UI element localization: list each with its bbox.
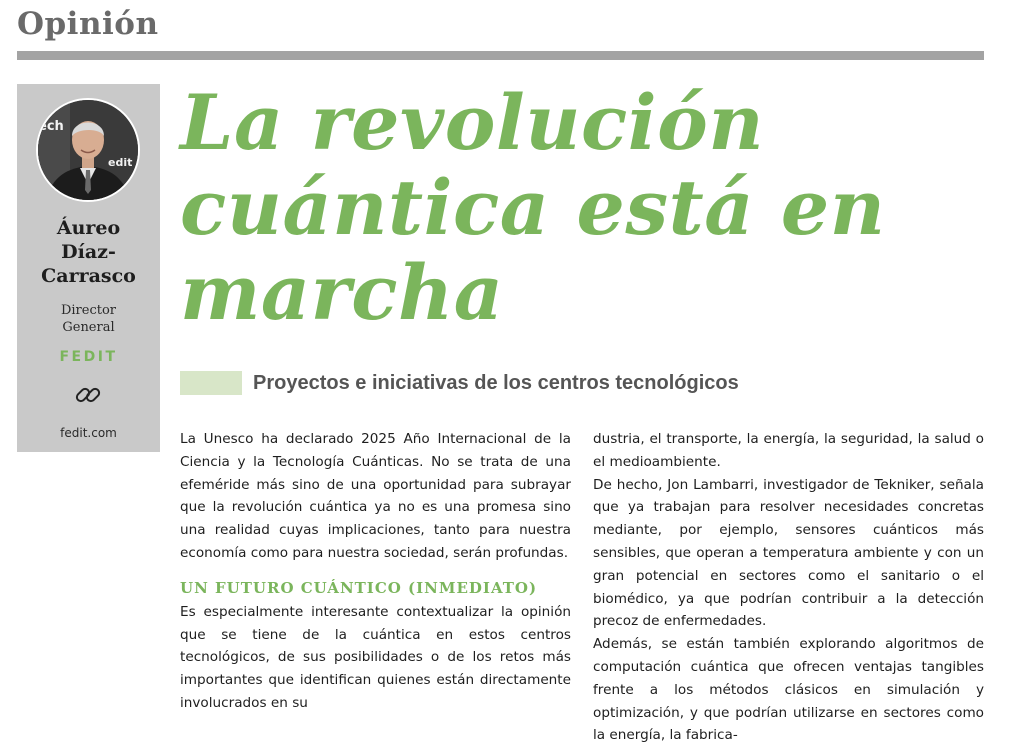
author-photo-drawing	[38, 100, 138, 200]
website-link[interactable]: fedit.com	[60, 426, 117, 440]
body-paragraph: La Unesco ha declarado 2025 Año Internacional de la Ciencia y la Tecnología Cuánticas. No se trata de una efeméride más sino de una oportunidad para subrayar que la revolución cuántica ya no es una promesa sino una realidad cuyas implicaciones, tanto para nuestra economía como para nuestra sociedad, serán profundas.	[180, 431, 571, 561]
headline-line: marcha	[180, 248, 504, 337]
body-paragraph: dustria, el transporte, la energía, la seguridad, la salud o el medioambiente.	[593, 431, 984, 470]
author-name	[17, 216, 160, 288]
author-photo	[36, 98, 140, 202]
headline-line: La revolución	[180, 78, 765, 167]
organization-name: FEDIT	[59, 349, 118, 365]
headline-line: cuántica está en	[180, 163, 886, 252]
body-paragraph: De hecho, Jon Lambarri, investigador de Tekniker, señala que ya trabajan para resolver necesidades concretas mediante, por ejemplo, sensores cuánticos más sensibles, que operan a temperatura ambiente y con un gran potencial en sectores como el sanitario o el biomédico, ya que podrían contribuir a la detección precoz de enfermedades.	[593, 476, 984, 630]
section-label: Opinión	[17, 6, 159, 42]
photo-sign-left: ech	[38, 119, 64, 134]
article-headline	[180, 80, 1000, 335]
body-paragraph: Es especialmente interesante contextualizar la opinión que se tiene de la cuántica en estos centros tecnológicos, de sus posibilidades o de los retos más importantes que identifican quienes están directamente involucrados en su	[180, 603, 571, 711]
author-role-line: General	[62, 320, 115, 335]
subtitle-accent-bar	[180, 371, 242, 395]
author-role-line: Director	[60, 303, 117, 318]
author-name-line: Díaz-	[61, 241, 116, 263]
section-divider	[17, 51, 984, 60]
author-role	[17, 302, 160, 336]
article-subtitle: Proyectos e iniciativas de los centros tecnológicos	[253, 372, 739, 394]
article-column-right	[593, 428, 984, 747]
link-icon[interactable]	[73, 382, 103, 408]
article-column-left	[180, 428, 571, 715]
body-paragraph: Además, se están también explorando algoritmos de computación cuántica que ofrecen ventajas tangibles frente a los métodos clásicos en simulación y optimización, y que podrían utilizarse en sectores como la energía, la fabrica-	[593, 636, 984, 744]
author-name-line: Áureo	[56, 217, 121, 239]
photo-sign-right: edit	[108, 156, 133, 169]
author-name-line: Carrasco	[41, 265, 136, 287]
section-heading: UN FUTURO CUÁNTICO (INMEDIATO)	[180, 578, 538, 597]
